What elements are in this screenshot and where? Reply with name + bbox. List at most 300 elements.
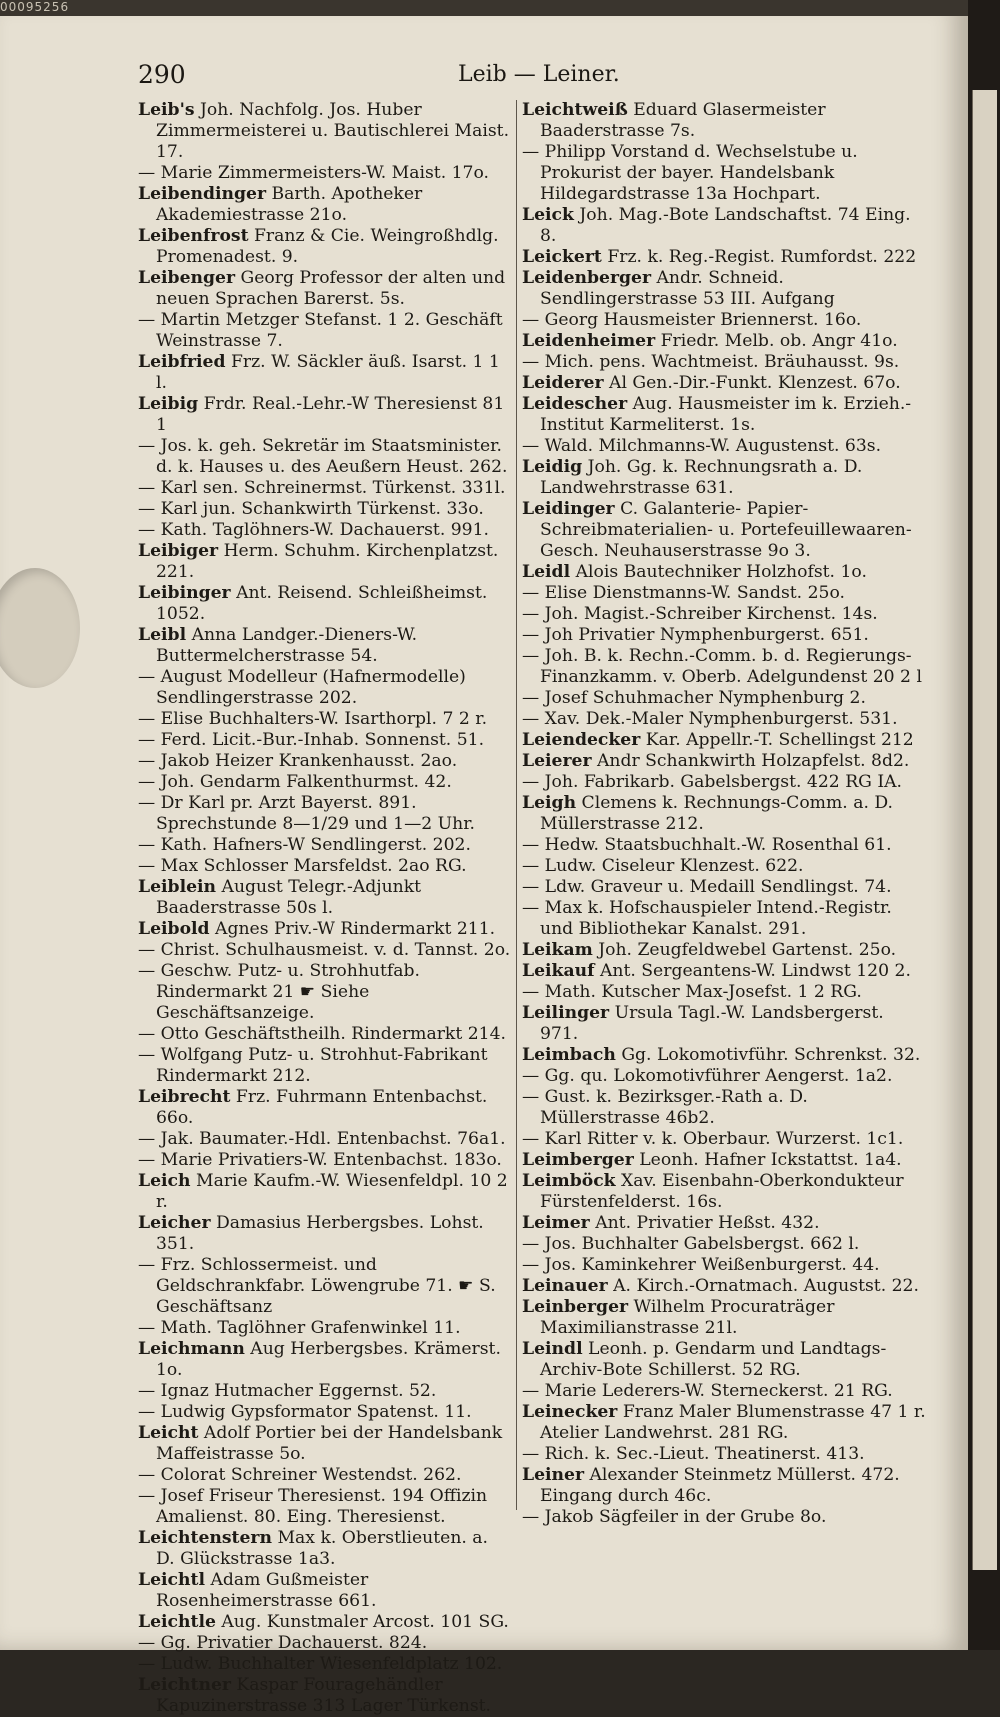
entry-dash: — <box>522 1255 545 1275</box>
entry-details: Jakob Heizer Krankenhausst. 2ao. <box>160 751 458 771</box>
right-column <box>522 100 927 1528</box>
entry-surname: Leierer <box>522 751 592 771</box>
entry-surname: Leib's <box>138 100 195 120</box>
directory-entry <box>138 1654 512 1675</box>
entry-surname: Leichtl <box>138 1570 205 1590</box>
entry-details: Marie Zimmermeisters-W. Maist. 17o. <box>160 163 490 183</box>
entry-details: Frz. k. Reg.-Regist. Rumfordst. 222 <box>601 247 917 267</box>
entry-details: Georg Hausmeister Briennerst. 16o. <box>544 310 862 330</box>
entry-dash: — <box>138 1024 161 1044</box>
directory-entry <box>138 163 512 184</box>
entry-details: Alois Bautechniker Holzhofst. 1o. <box>570 562 867 582</box>
directory-entry <box>138 436 512 478</box>
entry-details: Andr Schankwirth Holzapfelst. 8d2. <box>591 751 910 771</box>
entry-details: Otto Geschäftstheilh. Rindermarkt 214. <box>160 1024 506 1044</box>
entry-dash: — <box>522 982 545 1002</box>
entry-details: Damasius Herbergsbes. Lohst. 351. <box>156 1213 484 1254</box>
entry-surname: Leibendinger <box>138 184 267 204</box>
entry-dash: — <box>522 898 545 918</box>
entry-dash: — <box>522 352 545 372</box>
directory-entry <box>522 1087 927 1129</box>
directory-entry <box>138 940 512 961</box>
directory-entry <box>138 856 512 877</box>
directory-entry <box>522 268 927 310</box>
entry-dash: — <box>522 625 545 645</box>
entry-details: Frdr. Real.-Lehr.-W Theresienst 81 1 <box>156 394 505 435</box>
directory-entry <box>138 1150 512 1171</box>
entry-dash: — <box>138 667 161 687</box>
directory-entry <box>522 1045 927 1066</box>
entry-dash: — <box>522 1381 545 1401</box>
directory-entry <box>522 1381 927 1402</box>
entry-details: Joh. Magist.-Schreiber Kirchenst. 14s. <box>544 604 878 624</box>
entry-details: Geschw. Putz- u. Strohhutfab. Rindermarkt 21 ☛ Siehe Geschäftsanzeige. <box>156 961 420 1023</box>
entry-dash: — <box>138 499 161 519</box>
entry-details: Ignaz Hutmacher Eggernst. 52. <box>160 1381 437 1401</box>
page-number: 290 <box>138 60 186 89</box>
directory-entry <box>138 709 512 730</box>
entry-details: Xav. Eisenbahn-Oberkondukteur Fürstenfelderst. 16s. <box>540 1171 904 1212</box>
entry-details: Andr. Schneid. Sendlingerstrasse 53 III. Aufgang <box>540 268 835 309</box>
directory-entry <box>138 1633 512 1654</box>
directory-entry <box>138 1612 512 1633</box>
entry-details: Elise Dienstmanns-W. Sandst. 25o. <box>544 583 845 603</box>
entry-details: Marie Kaufm.-W. Wiesenfeldpl. 10 2 r. <box>156 1171 508 1212</box>
entry-dash: — <box>522 709 545 729</box>
entry-details: Math. Taglöhner Grafenwinkel 11. <box>160 1318 461 1338</box>
directory-entry <box>522 142 927 205</box>
entry-details: Jos. Buchhalter Gabelsbergst. 662 l. <box>544 1234 860 1254</box>
entry-details: Ludw. Buchhalter Wiesenfeldplatz 102. <box>160 1654 503 1674</box>
next-page-edge <box>972 90 997 1570</box>
entry-details: Jakob Sägfeiler in der Grube 8o. <box>544 1507 827 1527</box>
directory-entry <box>138 583 512 625</box>
directory-entry <box>138 793 512 835</box>
entry-details: Aug Herbergsbes. Krämerst. 1o. <box>156 1339 501 1380</box>
entry-details: Jos. k. geh. Sekretär im Staatsminister. d. k. Hauses u. des Aeußern Heust. 262. <box>156 436 508 477</box>
directory-entry <box>138 625 512 667</box>
directory-entry <box>522 100 927 142</box>
entry-details: Ludwig Gypsformator Spatenst. 11. <box>160 1402 472 1422</box>
entry-dash: — <box>138 940 161 960</box>
entry-surname: Leibl <box>138 625 187 645</box>
directory-entry <box>522 604 927 625</box>
directory-entry <box>138 520 512 541</box>
entry-dash: — <box>138 856 161 876</box>
directory-entry <box>522 709 927 730</box>
scan-top-strip <box>0 0 968 16</box>
directory-entry <box>138 1486 512 1528</box>
directory-entry <box>522 898 927 940</box>
entry-surname: Leibrecht <box>138 1087 231 1107</box>
entry-dash: — <box>522 1129 545 1149</box>
entry-dash: — <box>138 730 161 750</box>
directory-entry <box>522 1465 927 1507</box>
entry-details: Wilhelm Procuraträger Maximilianstrasse 21l. <box>540 1297 835 1338</box>
directory-entry <box>138 1087 512 1129</box>
page-header <box>138 60 928 94</box>
directory-entry <box>138 1402 512 1423</box>
directory-entry <box>522 1234 927 1255</box>
entry-details: Marie Privatiers-W. Entenbachst. 183o. <box>160 1150 502 1170</box>
directory-entry <box>522 688 927 709</box>
entry-dash: — <box>138 1486 161 1506</box>
directory-entry <box>138 100 512 163</box>
entry-details: Kar. Appellr.-T. Schellingst 212 <box>640 730 914 750</box>
directory-entry <box>522 1402 927 1444</box>
entry-details: Agnes Priv.-W Rindermarkt 211. <box>209 919 496 939</box>
entry-details: Wald. Milchmanns-W. Augustenst. 63s. <box>544 436 882 456</box>
directory-entry <box>522 646 927 688</box>
entry-details: Max k. Oberstlieuten. a. D. Glückstrasse 1a3. <box>156 1528 489 1569</box>
entry-surname: Leick <box>522 205 574 225</box>
entry-surname: Leiendecker <box>522 730 641 750</box>
entry-dash: — <box>138 478 161 498</box>
entry-dash: — <box>522 436 545 456</box>
entry-dash: — <box>138 772 161 792</box>
entry-surname: Leichmann <box>138 1339 245 1359</box>
directory-entry <box>138 1213 512 1255</box>
directory-entry <box>522 373 927 394</box>
entry-details: August Telegr.-Adjunkt Baaderstrasse 50s l. <box>156 877 422 918</box>
entry-details: Colorat Schreiner Westendst. 262. <box>160 1465 462 1485</box>
directory-entry <box>522 772 927 793</box>
directory-entry <box>138 1024 512 1045</box>
directory-entry <box>138 268 512 310</box>
entry-details: Alexander Steinmetz Müllerst. 472. Eingang durch 46c. <box>540 1465 900 1506</box>
entry-dash: — <box>522 1066 545 1086</box>
entry-details: Marie Lederers-W. Sterneckerst. 21 RG. <box>544 1381 893 1401</box>
entry-surname: Leilinger <box>522 1003 610 1023</box>
entry-details: Aug. Kunstmaler Arcost. 101 SG. <box>215 1612 509 1632</box>
entry-details: Kaspar Fouragehändler Kapuzinerstrasse 313 Lager Türkenst. <box>156 1675 492 1716</box>
entry-details: Christ. Schulhausmeist. v. d. Tannst. 2o. <box>160 940 511 960</box>
entry-surname: Leidl <box>522 562 571 582</box>
entry-details: Max k. Hofschauspieler Intend.-Registr. und Bibliothekar Kanalst. 291. <box>540 898 892 939</box>
directory-entry <box>522 436 927 457</box>
entry-dash: — <box>138 751 161 771</box>
entry-dash: — <box>138 1150 161 1170</box>
directory-entry <box>138 730 512 751</box>
entry-dash: — <box>138 793 161 813</box>
entry-details: Joh. Gendarm Falkenthurmst. 42. <box>160 772 452 792</box>
entry-dash: — <box>522 1087 545 1107</box>
entry-dash: — <box>522 1234 545 1254</box>
entry-details: Max Schlosser Marsfeldst. 2ao RG. <box>160 856 467 876</box>
entry-details: Barth. Apotheker Akademiestrasse 21o. <box>156 184 423 225</box>
entry-dash: — <box>522 583 545 603</box>
entry-dash: — <box>138 835 161 855</box>
entry-details: Frz. Fuhrmann Entenbachst. 66o. <box>156 1087 488 1128</box>
directory-entry <box>138 667 512 709</box>
entry-details: Philipp Vorstand d. Wechselstube u. Prokurist der bayer. Handelsbank Hildegardstrasse 13a Hochpart. <box>540 142 858 204</box>
entry-dash: — <box>522 604 545 624</box>
entry-dash: — <box>138 1318 161 1338</box>
entry-dash: — <box>522 688 545 708</box>
directory-entry <box>522 793 927 835</box>
entry-dash: — <box>522 646 545 666</box>
entry-surname: Leickert <box>522 247 602 267</box>
directory-entry <box>138 1171 512 1213</box>
entry-details: Dr Karl pr. Arzt Bayerst. 891. Sprechstunde 8—1/29 und 1—2 Uhr. <box>156 793 476 834</box>
entry-surname: Leimböck <box>522 1171 616 1191</box>
entry-details: Jos. Kaminkehrer Weißenburgerst. 44. <box>544 1255 880 1275</box>
entry-details: Ant. Reisend. Schleißheimst. 1052. <box>156 583 488 624</box>
entry-details: Franz Maler Blumenstrasse 47 1 r. Atelier Landwehrst. 281 RG. <box>540 1402 926 1443</box>
directory-entry <box>522 205 927 247</box>
directory-entry <box>522 835 927 856</box>
entry-details: Math. Kutscher Max-Josefst. 1 2 RG. <box>544 982 862 1002</box>
entry-dash: — <box>138 520 161 540</box>
entry-surname: Leimberger <box>522 1150 634 1170</box>
entry-details: Ant. Sergeantens-W. Lindwst 120 2. <box>594 961 911 981</box>
entry-details: Ludw. Ciseleur Klenzest. 622. <box>544 856 804 876</box>
directory-entry <box>138 310 512 352</box>
entry-dash: — <box>522 877 545 897</box>
directory-entry <box>138 541 512 583</box>
directory-entry <box>522 1297 927 1339</box>
directory-entry <box>522 583 927 604</box>
entry-surname: Leicher <box>138 1213 211 1233</box>
entry-dash: — <box>138 1045 161 1065</box>
directory-entry <box>138 961 512 1024</box>
directory-entry <box>138 226 512 268</box>
entry-details: Kath. Taglöhners-W. Dachauerst. 991. <box>160 520 490 540</box>
entry-surname: Leidenberger <box>522 268 652 288</box>
entry-dash: — <box>522 856 545 876</box>
left-column <box>138 100 512 1717</box>
directory-entry <box>522 499 927 562</box>
entry-details: Adam Gußmeister Rosenheimerstrasse 661. <box>156 1570 377 1611</box>
entry-details: Gg. Privatier Dachauerst. 824. <box>160 1633 428 1653</box>
entry-details: Joh Privatier Nymphenburgerst. 651. <box>544 625 869 645</box>
entry-details: Frz. W. Säckler äuß. Isarst. 1 1 l. <box>156 352 500 393</box>
directory-entry <box>138 1045 512 1087</box>
entry-surname: Leichtle <box>138 1612 216 1632</box>
entry-dash: — <box>138 163 161 183</box>
entry-details: Joh. Mag.-Bote Landschaftst. 74 Eing. 8. <box>540 205 911 246</box>
entry-details: Joh. B. k. Rechn.-Comm. b. d. Regierungs-Finanzkamm. v. Oberb. Adelgundenst 20 2 l <box>540 646 922 687</box>
entry-surname: Leichtenstern <box>138 1528 272 1548</box>
entry-surname: Leibfried <box>138 352 226 372</box>
directory-entry <box>522 1255 927 1276</box>
entry-details: Georg Professor der alten und neuen Sprachen Barerst. 5s. <box>156 268 506 309</box>
directory-entry <box>522 352 927 373</box>
directory-entry <box>522 1276 927 1297</box>
entry-details: Ant. Privatier Heßst. 432. <box>589 1213 820 1233</box>
entry-dash: — <box>138 1654 161 1674</box>
directory-entry <box>522 310 927 331</box>
entry-details: Frz. Schlossermeist. und Geldschrankfabr. Löwengrube 71. ☛ S. Geschäftsanz <box>156 1255 496 1317</box>
entry-dash: — <box>138 1381 161 1401</box>
directory-entry <box>522 562 927 583</box>
entry-details: Friedr. Melb. ob. Angr 41o. <box>655 331 898 351</box>
entry-details: Leonh. p. Gendarm und Landtags-Archiv-Bote Schillerst. 52 RG. <box>540 1339 887 1380</box>
directory-entry <box>138 1255 512 1318</box>
directory-entry <box>522 1507 927 1528</box>
entry-surname: Leidig <box>522 457 583 477</box>
entry-details: Xav. Dek.-Maler Nymphenburgerst. 531. <box>544 709 898 729</box>
entry-dash: — <box>138 1633 161 1653</box>
binding-hole <box>0 568 80 688</box>
directory-entry <box>138 1570 512 1612</box>
directory-entry <box>522 982 927 1003</box>
directory-entry <box>522 751 927 772</box>
entry-dash: — <box>522 1444 545 1464</box>
entry-surname: Leich <box>138 1171 191 1191</box>
directory-entry <box>138 1381 512 1402</box>
directory-entry <box>522 1066 927 1087</box>
entry-details: Martin Metzger Stefanst. 1 2. Geschäft Weinstrasse 7. <box>156 310 503 351</box>
entry-surname: Leinecker <box>522 1402 618 1422</box>
entry-details: Herm. Schuhm. Kirchenplatzst. 221. <box>156 541 499 582</box>
entry-details: Wolfgang Putz- u. Strohhut-Fabrikant Rindermarkt 212. <box>156 1045 488 1086</box>
directory-entry <box>522 331 927 352</box>
entry-surname: Leinberger <box>522 1297 629 1317</box>
entry-surname: Leibenfrost <box>138 226 249 246</box>
entry-surname: Leimer <box>522 1213 590 1233</box>
entry-dash: — <box>138 1255 161 1275</box>
directory-entry <box>522 1339 927 1381</box>
entry-details: Karl sen. Schreinermst. Türkenst. 331l. <box>160 478 506 498</box>
entry-details: Gust. k. Bezirksger.-Rath a. D. Müllerstrasse 46b2. <box>540 1087 808 1128</box>
entry-surname: Leindl <box>522 1339 583 1359</box>
entry-surname: Leidenheimer <box>522 331 656 351</box>
entry-surname: Leinauer <box>522 1276 608 1296</box>
entry-surname: Leibold <box>138 919 210 939</box>
entry-dash: — <box>522 1507 545 1527</box>
directory-entry <box>522 940 927 961</box>
entry-details: Jak. Baumater.-Hdl. Entenbachst. 76a1. <box>160 1129 506 1149</box>
entry-surname: Leiblein <box>138 877 217 897</box>
entry-details: Adolf Portier bei der Handelsbank Maffeistrasse 5o. <box>156 1423 503 1464</box>
entry-details: Rich. k. Sec.-Lieut. Theatinerst. 413. <box>544 1444 865 1464</box>
directory-entry <box>138 1675 512 1717</box>
entry-surname: Leiderer <box>522 373 604 393</box>
directory-entry <box>138 1465 512 1486</box>
entry-surname: Leimbach <box>522 1045 616 1065</box>
entry-details: Ursula Tagl.-W. Landsbergerst. 971. <box>540 1003 884 1044</box>
directory-entry <box>522 730 927 751</box>
directory-entry <box>522 961 927 982</box>
entry-details: Ldw. Graveur u. Medaill Sendlingst. 74. <box>544 877 892 897</box>
entry-details: Gg. qu. Lokomotivführer Aengerst. 1a2. <box>544 1066 893 1086</box>
entry-surname: Leichtweiß <box>522 100 628 120</box>
directory-entry <box>522 457 927 499</box>
column-divider <box>516 100 517 1510</box>
entry-details: Al Gen.-Dir.-Funkt. Klenzest. 67o. <box>603 373 901 393</box>
entry-dash: — <box>138 709 161 729</box>
directory-entry <box>138 835 512 856</box>
entry-surname: Leigh <box>522 793 577 813</box>
entry-dash: — <box>138 1465 161 1485</box>
entry-surname: Leidinger <box>522 499 615 519</box>
entry-dash: — <box>138 1129 161 1149</box>
entry-details: Joh. Nachfolg. Jos. Huber Zimmermeisterei u. Bautischlerei Maist. 17. <box>156 100 510 162</box>
directory-entry <box>522 1444 927 1465</box>
directory-entry <box>138 751 512 772</box>
directory-entry <box>522 247 927 268</box>
directory-entry <box>138 772 512 793</box>
directory-entry <box>138 478 512 499</box>
entry-details: Elise Buchhalters-W. Isarthorpl. 7 2 r. <box>160 709 488 729</box>
entry-details: Karl jun. Schankwirth Türkenst. 33o. <box>160 499 484 519</box>
running-title: Leib — Leiner. <box>458 62 620 87</box>
entry-details: Ferd. Licit.-Bur.-Inhab. Sonnenst. 51. <box>160 730 485 750</box>
entry-surname: Leikauf <box>522 961 595 981</box>
directory-entry <box>138 919 512 940</box>
entry-surname: Leibinger <box>138 583 231 603</box>
directory-entry <box>138 184 512 226</box>
entry-surname: Leibig <box>138 394 199 414</box>
entry-details: August Modelleur (Hafnermodelle) Sendlingerstrasse 202. <box>156 667 466 708</box>
directory-entry <box>522 1213 927 1234</box>
entry-surname: Leibenger <box>138 268 236 288</box>
entry-details: Joh. Fabrikarb. Gabelsbergst. 422 RG IA. <box>544 772 903 792</box>
entry-surname: Leiner <box>522 1465 585 1485</box>
directory-entry <box>138 877 512 919</box>
entry-details: Joh. Gg. k. Rechnungsrath a. D. Landwehrstrasse 631. <box>540 457 863 498</box>
directory-entry <box>522 877 927 898</box>
entry-surname: Leidescher <box>522 394 628 414</box>
entry-dash: — <box>522 772 545 792</box>
entry-dash: — <box>138 310 161 330</box>
directory-entry <box>522 394 927 436</box>
entry-details: Hedw. Staatsbuchhalt.-W. Rosenthal 61. <box>544 835 892 855</box>
entry-details: Joh. Zeugfeldwebel Gartenst. 25o. <box>592 940 897 960</box>
entry-details: Franz & Cie. Weingroßhdlg. Promenadest. 9. <box>156 226 499 267</box>
directory-entry <box>522 1171 927 1213</box>
entry-details: Mich. pens. Wachtmeist. Bräuhausst. 9s. <box>544 352 900 372</box>
entry-details: Anna Landger.-Dieners-W. Buttermelcherstrasse 54. <box>156 625 418 666</box>
directory-entry <box>138 1423 512 1465</box>
entry-dash: — <box>138 961 161 981</box>
directory-entry <box>138 394 512 436</box>
entry-dash: — <box>522 835 545 855</box>
entry-details: Karl Ritter v. k. Oberbaur. Wurzerst. 1c1. <box>544 1129 904 1149</box>
entry-details: Josef Schuhmacher Nymphenburg 2. <box>544 688 866 708</box>
directory-entry <box>138 1129 512 1150</box>
directory-entry <box>522 856 927 877</box>
entry-details: Eduard Glasermeister Baaderstrasse 7s. <box>540 100 826 141</box>
directory-entry <box>138 352 512 394</box>
directory-entry <box>138 499 512 520</box>
entry-surname: Leicht <box>138 1423 199 1443</box>
entry-surname: Leikam <box>522 940 593 960</box>
entry-details: Kath. Hafners-W Sendlingerst. 202. <box>160 835 471 855</box>
directory-entry <box>522 625 927 646</box>
entry-details: Clemens k. Rechnungs-Comm. a. D. Müllerstrasse 212. <box>540 793 893 834</box>
directory-entry <box>138 1339 512 1381</box>
entry-dash: — <box>138 1402 161 1422</box>
entry-details: Leonh. Hafner Ickstattst. 1a4. <box>633 1150 902 1170</box>
entry-dash: — <box>138 436 161 456</box>
directory-entry <box>522 1129 927 1150</box>
entry-dash: — <box>522 310 545 330</box>
directory-entry <box>138 1318 512 1339</box>
entry-details: A. Kirch.-Ornatmach. Augustst. 22. <box>607 1276 919 1296</box>
entry-details: Aug. Hausmeister im k. Erzieh.-Institut Karmeliterst. 1s. <box>540 394 912 435</box>
directory-entry <box>522 1150 927 1171</box>
entry-details: Josef Friseur Theresienst. 194 Offizin Amalienst. 80. Eing. Theresienst. <box>156 1486 488 1527</box>
entry-details: Gg. Lokomotivführ. Schrenkst. 32. <box>615 1045 921 1065</box>
directory-entry <box>522 1003 927 1045</box>
scan-id: 00095256 <box>0 0 70 14</box>
entry-surname: Leibiger <box>138 541 219 561</box>
entry-surname: Leichtner <box>138 1675 231 1695</box>
directory-entry <box>138 1528 512 1570</box>
entry-details: C. Galanterie- Papier- Schreibmaterialien- u. Portefeuillewaaren-Gesch. Neuhauserstrasse 9o 3. <box>540 499 912 561</box>
